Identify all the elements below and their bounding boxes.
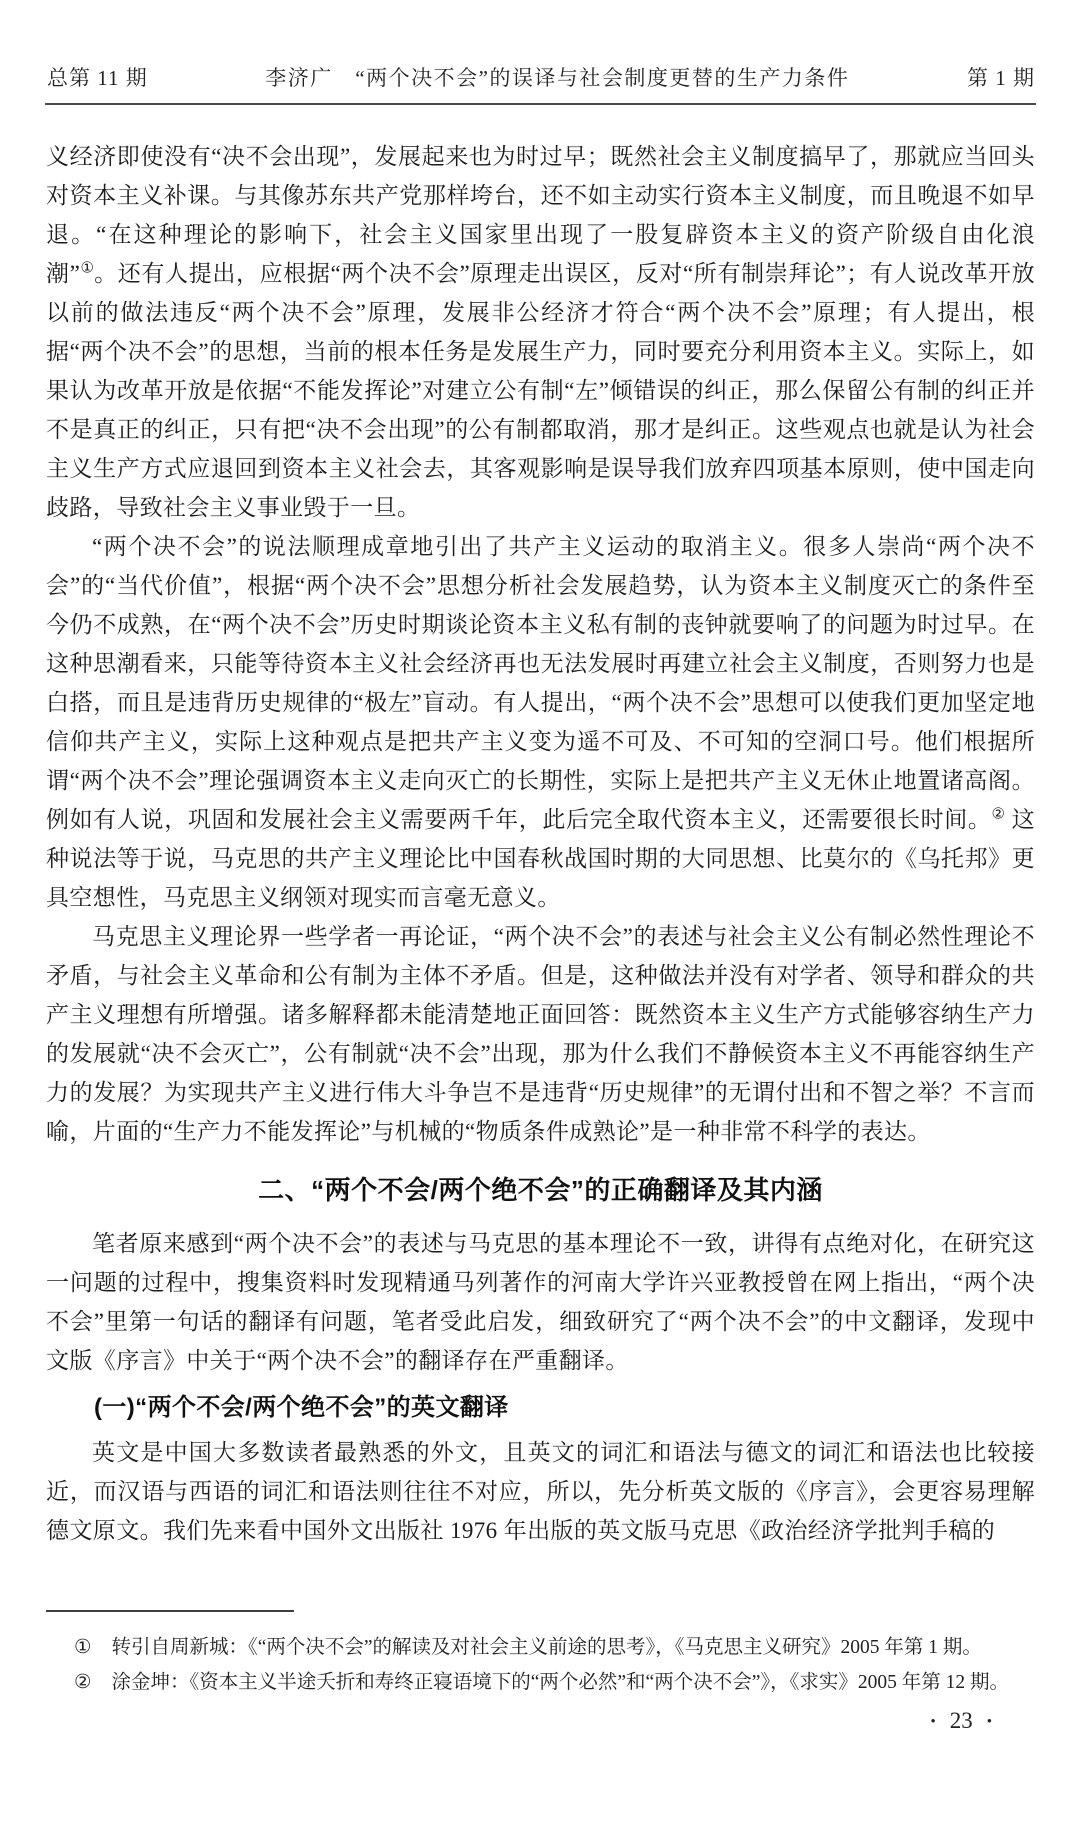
- subsection-heading: (一)“两个不会/两个绝不会”的英文翻译: [94, 1394, 509, 1421]
- paragraph-2-text-b: 这种说法等于说，马克思的共产主义理论比中国春秋战国时期的大同思想、比莫尔的《乌托邦》更具空想性，马克思主义纲领对现实而言毫无意义。: [46, 807, 1035, 910]
- paragraph-1-text-b: 。还有人提出，应根据“两个决不会”原理走出误区，反对“所有制崇拜论”；有人说改革开放以前的做法违反“两个决不会”原理，发展非公经济才符合“两个决不会”原理；有人提出，根据“两个决不会”的思想，当前的根本任务是发展生产力，同时要充分利用资本主义。实际上，如果认为改革开放是依据“不能发挥论”对建立公有制“左”倾错误的纠正，那么保留公有制的纠正并不是真正的纠正，只有把“决不会出现”的公有制都取消，那才是纠正。这些观点也就是认为社会主义生产方式应退回到资本主义社会去，其客观影响是误导我们放弃四项基本原则，使中国走向歧路，导致社会主义事业毁于一旦。: [46, 261, 1036, 520]
- footnote-ref-1: ①: [80, 260, 95, 277]
- footnote-2: [46, 1665, 1035, 1700]
- footnote-area: [46, 1610, 1035, 1700]
- running-header: [47, 62, 1035, 92]
- header-rule: [45, 103, 1036, 105]
- footnote-1: [46, 1630, 1035, 1665]
- paragraph-1: [46, 137, 1035, 527]
- paragraph-4: 笔者原来感到“两个决不会”的表述与马克思的基本理论不一致，讲得有点绝对化，在研究这一问题的过程中，搜集资料时发现精通马列著作的河南大学许兴亚教授曾在网上指出，“两个决不会”里第一句话的翻译有问题，笔者受此启发，细致研究了“两个决不会”的中文翻译，发现中文版《序言》中关于“两个决不会”的翻译存在严重翻译。: [46, 1231, 1035, 1373]
- section-heading: 二、“两个不会/两个绝不会”的正确翻译及其内涵: [258, 1175, 823, 1205]
- paragraph-3: 马克思主义理论界一些学者一再论证，“两个决不会”的表述与社会主义公有制必然性理论不矛盾，与社会主义革命和公有制为主体不矛盾。但是，这种做法并没有对学者、领导和群众的共产主义理想有所增强。诸多解释都未能清楚地正面回答：既然资本主义生产方式能够容纳生产力的发展就“决不会灭亡”，公有制就“决不会”出现，那为什么我们不静候资本主义不再能容纳生产力的发展？为实现共产主义进行伟大斗争岂不是违背“历史规律”的无谓付出和不智之举？不言而喻，片面的“生产力不能发挥论”与机械的“物质条件成熟论”是一种非常不科学的表达。: [46, 924, 1035, 1144]
- header-issue-number: 第 1 期: [967, 66, 1035, 90]
- footnote-2-text: 涂金坤：《资本主义半途夭折和寿终正寝语境下的“两个必然”和“两个决不会”》，《求实》2005 年第 12 期。: [111, 1672, 1009, 1693]
- paragraph-1-text-a: 义经济即使没有“决不会出现”，发展起来也为时过早；既然社会主义制度搞早了，那就应当回头对资本主义补课。与其像苏东共产党那样垮台，还不如主动实行资本主义制度，而且晚退不如早退。“在这种理论的影响下，社会主义国家里出现了一股复辟资本主义的资产阶级自由化浪潮”: [46, 144, 1035, 286]
- page-number-dot-right: •: [986, 1714, 992, 1730]
- footnote-2-marker: ②: [74, 1672, 92, 1693]
- article-body: [46, 137, 1035, 1550]
- page-number-value: 23: [949, 1708, 973, 1733]
- paragraph-2: [46, 527, 1035, 917]
- paragraph-5: 英文是中国大多数读者最熟悉的外文，且英文的词汇和语法与德文的词汇和语法也比较接近，而汉语与西语的词汇和语法则往往不对应，所以，先分析英文版的《序言》，会更容易理解德文原文。我们先来看中国外文出版社 1976 年出版的英文版马克思《政治经济学批判手稿的: [46, 1440, 1035, 1543]
- header-running-title: 李济广 “两个决不会”的误译与社会制度更替的生产力条件: [265, 66, 850, 90]
- footnote-divider: [46, 1610, 294, 1612]
- footnote-1-text: 转引自周新城：《“两个决不会”的解读及对社会主义前途的思考》，《马克思主义研究》2005 年第 1 期。: [111, 1637, 982, 1658]
- page-number: [930, 1708, 992, 1734]
- footnote-ref-2: ②: [991, 806, 1006, 823]
- header-issue-total: 总第 11 期: [47, 66, 148, 90]
- page-number-dot-left: •: [930, 1714, 936, 1730]
- footnote-1-marker: ①: [74, 1637, 92, 1658]
- paragraph-2-text-a: “两个决不会”的说法顺理成章地引出了共产主义运动的取消主义。很多人崇尚“两个决不会”的“当代价值”，根据“两个决不会”思想分析社会发展趋势，认为资本主义制度灭亡的条件至今仍不成熟，在“两个决不会”历史时期谈论资本主义私有制的丧钟就要响了的问题为时过早。在这种思潮看来，只能等待资本主义社会经济再也无法发展时再建立社会主义制度，否则努力也是白搭，而且是违背历史规律的“极左”盲动。有人提出，“两个决不会”思想可以使我们更加坚定地信仰共产主义，实际上这种观点是把共产主义变为遥不可及、不可知的空洞口号。他们根据所谓“两个决不会”理论强调资本主义走向灭亡的长期性，实际上是把共产主义无休止地置诸高阁。例如有人说，巩固和发展社会主义需要两千年，此后完全取代资本主义，还需要很长时间。: [46, 534, 1035, 832]
